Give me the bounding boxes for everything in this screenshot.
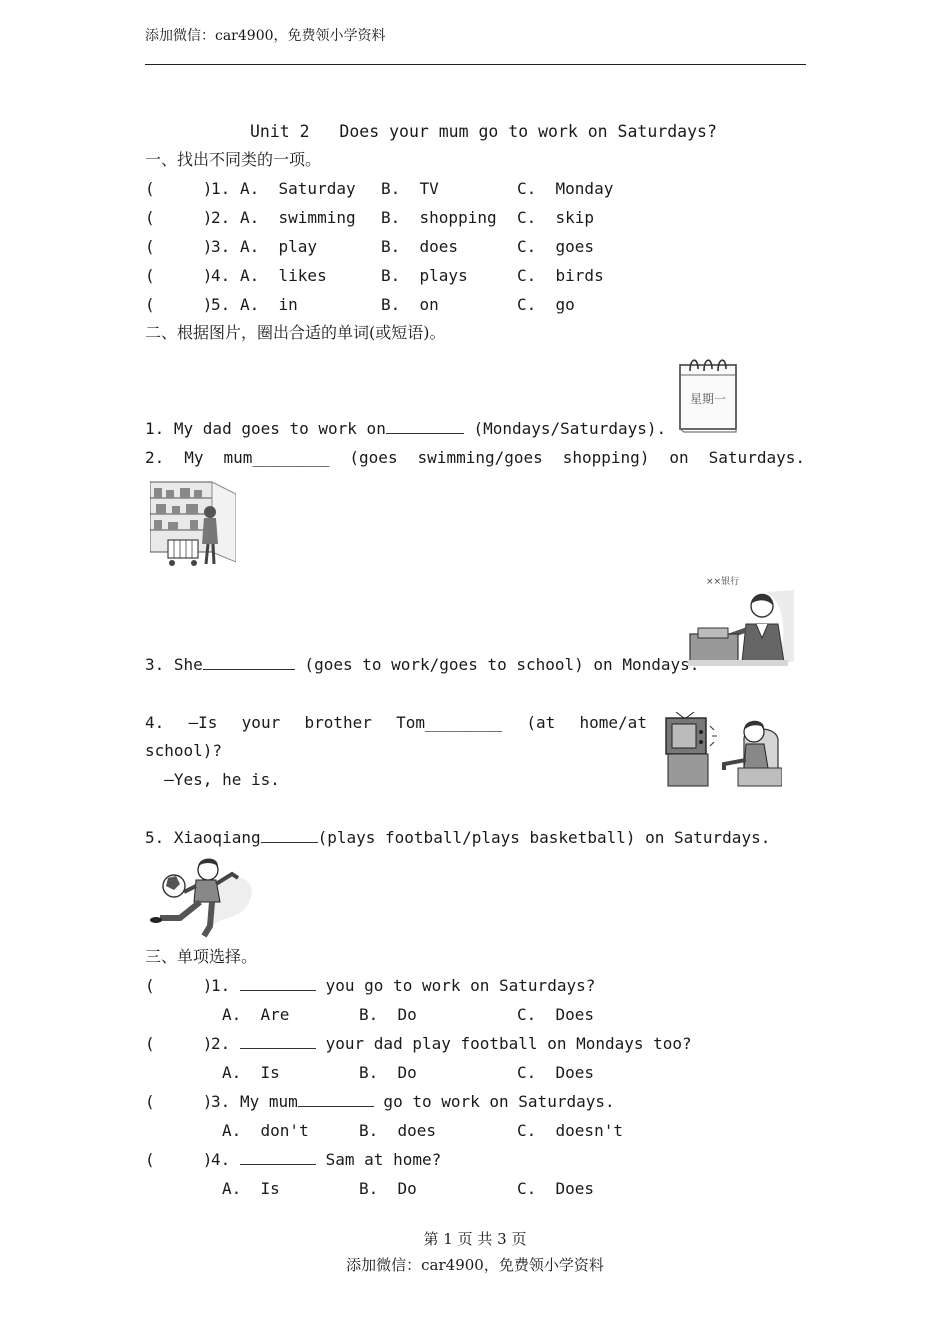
q2-word: 2. bbox=[145, 448, 165, 467]
q1-text: 1. My dad goes to work on bbox=[145, 419, 386, 438]
option-c: C. Does bbox=[517, 1063, 595, 1082]
q4-word: 4. bbox=[145, 713, 165, 732]
option-c: C. doesn't bbox=[517, 1121, 623, 1140]
q2-word: My bbox=[184, 448, 204, 467]
q3-options: (goes to work/goes to school) on Mondays. bbox=[294, 655, 700, 674]
answer-paren[interactable]: ( ) bbox=[145, 295, 213, 314]
s3-question-3-stem bbox=[145, 1092, 805, 1112]
option-b: B. does bbox=[381, 237, 459, 256]
q4-word: your bbox=[241, 713, 281, 732]
header-rule bbox=[145, 64, 806, 65]
question-number: 4. bbox=[211, 1150, 231, 1169]
option-a: A. don't bbox=[222, 1121, 309, 1140]
option-b: B. Do bbox=[359, 1179, 417, 1198]
q2-word: shopping) bbox=[562, 448, 650, 467]
stem-text: go to work on Saturdays. bbox=[373, 1092, 615, 1111]
s1-question-3 bbox=[145, 237, 805, 257]
q4-word: brother bbox=[304, 713, 372, 732]
stem-text: My mum bbox=[240, 1092, 298, 1111]
option-c: C. go bbox=[517, 295, 575, 314]
calendar-weekday-text: 星期一 bbox=[689, 392, 727, 406]
option-b: B. TV bbox=[381, 179, 439, 198]
q2-word-blank[interactable]: mum________ bbox=[223, 448, 330, 467]
option-a: A. likes bbox=[240, 266, 327, 285]
q4-word-blank[interactable]: Tom________ bbox=[396, 713, 503, 732]
answer-blank[interactable] bbox=[386, 419, 464, 434]
header-promo: 添加微信：car4900，免费领小学资料 bbox=[145, 28, 386, 44]
stem-text: your dad play football on Mondays too? bbox=[316, 1034, 692, 1053]
option-c: C. Does bbox=[517, 1179, 595, 1198]
option-a: A. Is bbox=[222, 1179, 280, 1198]
footer-promo: 添加微信：car4900，免费领小学资料 bbox=[346, 1256, 604, 1274]
s1-question-4 bbox=[145, 266, 805, 286]
option-b: B. on bbox=[381, 295, 439, 314]
q4-answer: —Yes, he is. bbox=[145, 770, 280, 789]
s1-question-2 bbox=[145, 208, 805, 228]
s3-question-4-options bbox=[145, 1179, 805, 1199]
answer-paren[interactable]: ( ) bbox=[145, 237, 213, 256]
option-b: B. shopping bbox=[381, 208, 497, 227]
option-b: B. does bbox=[359, 1121, 437, 1140]
bank-sign-text: ××银行 bbox=[706, 577, 740, 587]
s2-question-5 bbox=[145, 828, 770, 848]
s2-question-4 bbox=[145, 713, 647, 733]
answer-paren[interactable]: ( ) bbox=[145, 1034, 213, 1053]
answer-paren[interactable]: ( ) bbox=[145, 208, 213, 227]
question-number: 1. bbox=[211, 179, 231, 198]
q2-word: on bbox=[669, 448, 689, 467]
section3-heading: 三、单项选择。 bbox=[145, 947, 258, 966]
football-player-picture bbox=[146, 856, 258, 940]
q1-options: (Mondays/Saturdays). bbox=[463, 419, 667, 438]
option-a: A. Is bbox=[222, 1063, 280, 1082]
option-a: A. Saturday bbox=[240, 179, 356, 198]
answer-paren[interactable]: ( ) bbox=[145, 1150, 213, 1169]
question-number: 2. bbox=[211, 1034, 231, 1053]
answer-paren[interactable]: ( ) bbox=[145, 1092, 213, 1111]
s2-question-3 bbox=[145, 655, 699, 675]
answer-blank[interactable] bbox=[203, 655, 295, 670]
option-a: A. swimming bbox=[240, 208, 356, 227]
bank-teller-picture bbox=[688, 572, 796, 668]
option-c: C. Does bbox=[517, 1005, 595, 1024]
answer-paren[interactable]: ( ) bbox=[145, 266, 213, 285]
q4-word: home/at bbox=[579, 713, 647, 732]
option-b: B. Do bbox=[359, 1005, 417, 1024]
question-number: 3. bbox=[211, 1092, 231, 1111]
s3-question-2-stem bbox=[145, 1034, 805, 1054]
s3-question-4-stem bbox=[145, 1150, 805, 1170]
q4-word: —Is bbox=[188, 713, 218, 732]
option-c: C. goes bbox=[517, 237, 595, 256]
answer-blank[interactable] bbox=[240, 1150, 316, 1165]
section2-heading: 二、根据图片，圈出合适的单词(或短语)。 bbox=[145, 323, 446, 342]
s3-question-1-stem bbox=[145, 976, 805, 996]
question-number: 1. bbox=[211, 976, 231, 995]
q3-text: 3. She bbox=[145, 655, 203, 674]
page-number: 第 1 页 共 3 页 bbox=[423, 1230, 527, 1248]
q2-word: Saturdays. bbox=[708, 448, 805, 467]
option-a: A. in bbox=[240, 295, 298, 314]
question-number: 2. bbox=[211, 208, 231, 227]
option-a: A. Are bbox=[222, 1005, 290, 1024]
answer-paren[interactable]: ( ) bbox=[145, 179, 213, 198]
calendar-picture bbox=[676, 355, 740, 433]
answer-blank[interactable] bbox=[261, 828, 318, 843]
s3-question-2-options bbox=[145, 1063, 805, 1083]
watching-tv-picture bbox=[664, 712, 782, 788]
s1-question-1 bbox=[145, 179, 805, 199]
option-a: A. play bbox=[240, 237, 318, 256]
q4-word: (at bbox=[526, 713, 556, 732]
question-number: 4. bbox=[211, 266, 231, 285]
s3-question-3-options bbox=[145, 1121, 805, 1141]
stem-text: you go to work on Saturdays? bbox=[316, 976, 596, 995]
s3-question-1-options bbox=[145, 1005, 805, 1025]
option-c: C. Monday bbox=[517, 179, 614, 198]
option-c: C. skip bbox=[517, 208, 595, 227]
question-number: 3. bbox=[211, 237, 231, 256]
stem-text: Sam at home? bbox=[316, 1150, 442, 1169]
option-b: B. plays bbox=[381, 266, 468, 285]
section1-heading: 一、找出不同类的一项。 bbox=[145, 150, 322, 169]
q2-word: (goes bbox=[349, 448, 398, 467]
option-b: B. Do bbox=[359, 1063, 417, 1082]
answer-blank[interactable] bbox=[298, 1092, 374, 1107]
question-number: 5. bbox=[211, 295, 231, 314]
q4-line-2: school)? bbox=[145, 741, 223, 760]
answer-blank[interactable] bbox=[240, 1034, 316, 1049]
s1-question-5 bbox=[145, 295, 805, 315]
s2-question-1 bbox=[145, 419, 666, 439]
q5-options: (plays football/plays basketball) on Saturdays. bbox=[317, 828, 771, 847]
q2-word: swimming/goes bbox=[417, 448, 543, 467]
q5-text: 5. Xiaoqiang bbox=[145, 828, 261, 847]
answer-blank[interactable] bbox=[240, 976, 316, 991]
answer-paren[interactable]: ( ) bbox=[145, 976, 213, 995]
shopping-picture bbox=[150, 478, 236, 568]
page-title: Unit 2 Does your mum go to work on Saturdays? bbox=[250, 122, 717, 141]
s2-question-2 bbox=[145, 448, 805, 467]
option-c: C. birds bbox=[517, 266, 604, 285]
